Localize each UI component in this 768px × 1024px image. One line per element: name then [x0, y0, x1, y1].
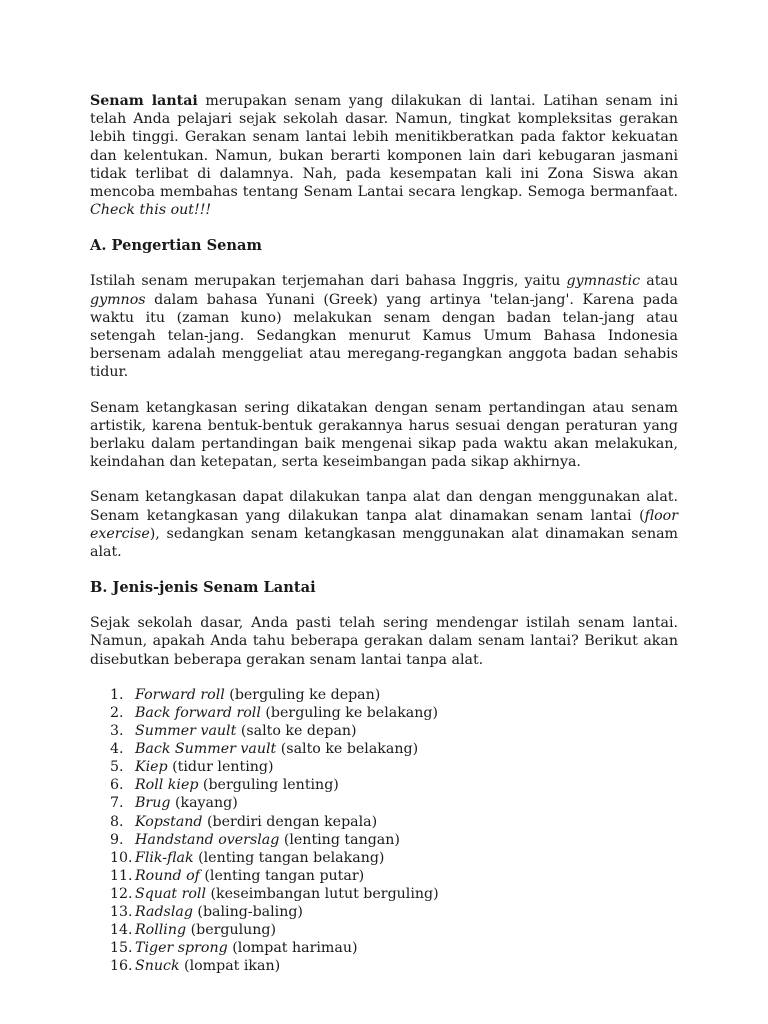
list-item-number: 16. [110, 958, 133, 975]
list-item-term: Handstand overslag [135, 831, 280, 848]
list-item-description: (lenting tangan belakang) [193, 849, 385, 866]
list-item-number: 2. [110, 704, 124, 721]
list-item-term: Back Summer vault [135, 741, 277, 758]
list-item-term: Roll kiep [135, 777, 199, 794]
list-item-number: 5. [110, 759, 124, 776]
list-item-term: Squat roll [135, 885, 207, 902]
list-item-description: (lenting tangan putar) [199, 867, 365, 884]
list-item-description: (berguling ke depan) [224, 686, 381, 703]
list-item [90, 957, 678, 975]
section-a-paragraph-2: Senam ketangkasan sering dikatakan dengan senam pertandingan atau senam artistik, karena bentuk-bentuk gerakannya harus sesuai dengan peraturan yang berlaku dalam pertandingan baik mengenai sikap pada waktu akan melakukan, keindahan dan ketepatan, serta keseimbangan pada sikap akhirnya. [90, 399, 678, 471]
intro-paragraph [90, 92, 678, 219]
text-run: ), sedangkan senam ketangkasan menggunakan alat dinamakan senam alat. [90, 525, 678, 561]
list-item-description: (berguling lenting) [198, 777, 339, 794]
list-item [90, 849, 678, 867]
list-item-description: (lompat harimau) [227, 940, 358, 957]
list-item-term: Round of [135, 867, 200, 884]
section-a-heading: A. Pengertian Senam [90, 237, 262, 255]
list-item [90, 722, 678, 740]
list-item-description: (salto ke depan) [236, 723, 357, 740]
list-item-description: (berguling ke belakang) [260, 704, 439, 721]
section-b-heading: B. Jenis-jenis Senam Lantai [90, 579, 316, 597]
section-b-paragraph-1: Sejak sekolah dasar, Anda pasti telah sering mendengar istilah senam lantai. Namun, apakah Anda tahu beberapa gerakan dalam senam lantai? Berikut akan disebutkan beberapa gerakan senam lantai tanpa alat. [90, 615, 678, 668]
list-item-description: (salto ke belakang) [276, 741, 419, 758]
list-item-number: 6. [110, 777, 124, 794]
text-run: Senam ketangkasan dapat dilakukan tanpa alat dan dengan menggunakan alat. Senam ketangkasan yang dilakukan tanpa alat dinamakan senam lantai ( [90, 489, 678, 524]
list-item-number: 10. [110, 849, 133, 866]
intro-bold-term: Senam lantai [90, 93, 198, 109]
list-item-term: Forward roll [135, 686, 225, 703]
list-item-term: Flik-flak [135, 849, 194, 866]
list-item-term: Summer vault [135, 723, 237, 740]
italic-term: gymnos [90, 291, 146, 308]
list-item-term: Kopstand [135, 813, 203, 830]
list-item [90, 867, 678, 885]
list-item [90, 758, 678, 776]
movement-list [90, 686, 678, 976]
list-item-term: Brug [135, 795, 171, 812]
list-item-number: 15. [110, 940, 133, 957]
list-item-description: (lenting tangan) [279, 831, 400, 848]
list-item [90, 704, 678, 722]
list-item-number: 9. [110, 831, 124, 848]
list-item-description: (bergulung) [186, 922, 277, 939]
list-item-number: 8. [110, 813, 124, 830]
text-run: atau [640, 273, 678, 290]
list-item [90, 885, 678, 903]
section-a-paragraph-1 [90, 272, 678, 381]
list-item-number: 14. [110, 922, 133, 939]
list-item-number: 4. [110, 741, 124, 758]
list-item [90, 903, 678, 921]
list-item-term: Radslag [135, 904, 193, 920]
list-item [90, 686, 678, 704]
italic-term: floor exercise [90, 507, 678, 542]
list-item-description: (berdiri dengan kepala) [202, 813, 378, 830]
intro-italic: Check this out!!! [90, 202, 212, 219]
list-item-number: 3. [110, 723, 124, 740]
list-item [90, 939, 678, 957]
list-item-number: 12. [110, 885, 133, 902]
text-run: dalam bahasa Yunani (Greek) yang artinya 'telan-jang'. Karena pada waktu itu (zaman kuno) melakukan senam dengan badan telan-jang atau setengah telan-jang. Sedangkan menurut Kamus Umum Bahasa Indonesia bersenam adalah menggeliat atau meregang-regangkan anggota badan sehabis tidur. [90, 291, 678, 381]
list-item-term: Rolling [135, 922, 187, 939]
list-item-term: Tiger sprong [135, 940, 228, 957]
list-item-description: (lompat ikan) [179, 958, 281, 975]
list-item-term: Snuck [135, 958, 180, 975]
text-run: Istilah senam merupakan terjemahan dari bahasa Inggris, yaitu [90, 273, 567, 290]
list-item-number: 13. [110, 904, 133, 920]
list-item-number: 7. [110, 795, 124, 812]
list-item [90, 776, 678, 794]
list-item-description: (tidur lenting) [167, 759, 274, 776]
list-item [90, 740, 678, 758]
section-a-paragraph-3 [90, 488, 678, 561]
italic-term: gymnastic [566, 273, 641, 290]
list-item-description: (baling-baling) [192, 904, 303, 920]
list-item-number: 1. [110, 686, 124, 703]
document-page [90, 92, 678, 975]
list-item [90, 831, 678, 849]
list-item-term: Back forward roll [135, 704, 261, 721]
intro-text: merupakan senam yang dilakukan di lantai. Latihan senam ini telah Anda pelajari sejak sekolah dasar. Namun, tingkat kompleksitas gerakan lebih tinggi. Gerakan senam lantai lebih menitikberatkan pada faktor kekuatan dan kelentukan. Namun, bukan berarti komponen lain dari kebugaran jasmani tidak terlibat di dalamnya. Nah, pada kesempatan kali ini Zona Siswa akan mencoba membahas tentang Senam Lantai secara lengkap. Semoga bermanfaat. [90, 93, 678, 201]
list-item-number: 11. [110, 867, 133, 884]
list-item-description: (kayang) [170, 795, 238, 812]
list-item [90, 921, 678, 939]
list-item [90, 794, 678, 812]
list-item-description: (keseimbangan lutut berguling) [206, 885, 439, 902]
list-item-term: Kiep [135, 759, 168, 776]
list-item [90, 813, 678, 831]
